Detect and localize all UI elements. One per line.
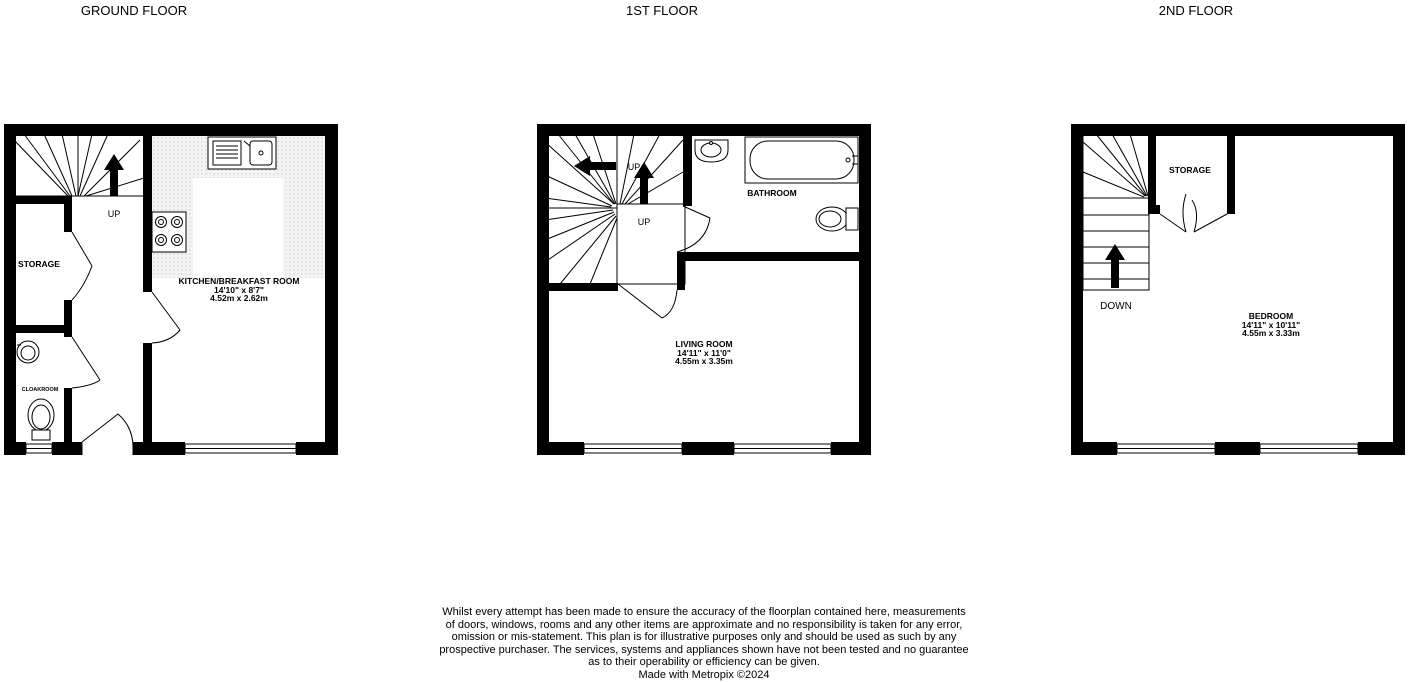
second-floor-title: 2ND FLOOR: [1158, 3, 1234, 18]
ground-stairs-label: UP: [107, 209, 121, 219]
kitchen-hob: [152, 212, 186, 252]
disclaimer: [404, 606, 1004, 682]
kitchen-dimensions-metric: 4.52m x 2.62m: [210, 293, 268, 303]
bedroom-name: BEDROOM: [1248, 311, 1294, 321]
bathroom-basin: [695, 140, 728, 162]
kitchen-sink: [208, 137, 276, 169]
second-storage-doors: [1160, 194, 1227, 232]
bathroom-bath: [745, 137, 858, 183]
kitchen-dimensions-imperial: 14'10" x 8'7": [214, 285, 264, 295]
first-doors: [618, 206, 710, 318]
second-floor-plan: [1071, 3, 1405, 455]
first-floor-title: 1ST FLOOR: [625, 3, 699, 18]
ground-storage-label: STORAGE: [18, 259, 60, 269]
first-staircase: [545, 134, 685, 284]
ground-staircase: [12, 134, 144, 196]
second-stairs-arrow: [1105, 244, 1125, 288]
cloakroom-label: CLOAKROOM: [21, 387, 59, 393]
second-storage-walls: [1148, 136, 1235, 214]
disclaimer-line: Whilst every attempt has been made to ensure the accuracy of the floorplan contained here, measurements: [442, 606, 966, 618]
metropix-credit: Made with Metropix ©2024: [638, 668, 770, 681]
disclaimer-line: omission or mis-statement. This plan is for illustrative purposes only and should be used as such by any: [451, 631, 957, 644]
first-stairs-label-a: UP: [627, 162, 641, 172]
disclaimer-line: prospective purchaser. The services, systems and appliances shown have not been tested and no guarantee: [439, 643, 969, 656]
first-stairs-label-b: UP: [637, 217, 651, 227]
second-stairs-label: DOWN: [1100, 301, 1132, 312]
cloakroom-wc: [28, 399, 54, 440]
bathroom-label: BATHROOM: [747, 188, 797, 198]
living-room-name: LIVING ROOM: [675, 339, 733, 349]
ground-floor-title: GROUND FLOOR: [80, 3, 188, 18]
kitchen-name: KITCHEN/BREAKFAST ROOM: [178, 276, 300, 286]
disclaimer-line: of doors, windows, rooms and any other items are approximate and no responsibility is taken for any error,: [445, 618, 963, 631]
bedroom-dimensions-imperial: 14'11" x 10'11": [1241, 320, 1301, 330]
ground-floor-plan: [4, 3, 338, 455]
cloakroom-basin: [17, 341, 39, 363]
living-room-dimensions-imperial: 14'11" x 11'0": [677, 348, 731, 358]
second-storage-label: STORAGE: [1169, 165, 1211, 175]
bedroom-dimensions-metric: 4.55m x 3.33m: [1242, 328, 1300, 338]
disclaimer-line: as to their operability or efficiency can be given.: [588, 656, 820, 669]
first-floor-plan: [537, 3, 871, 455]
bathroom-wc: [816, 207, 858, 231]
living-room-dimensions-metric: 4.55m x 3.35m: [675, 356, 733, 366]
